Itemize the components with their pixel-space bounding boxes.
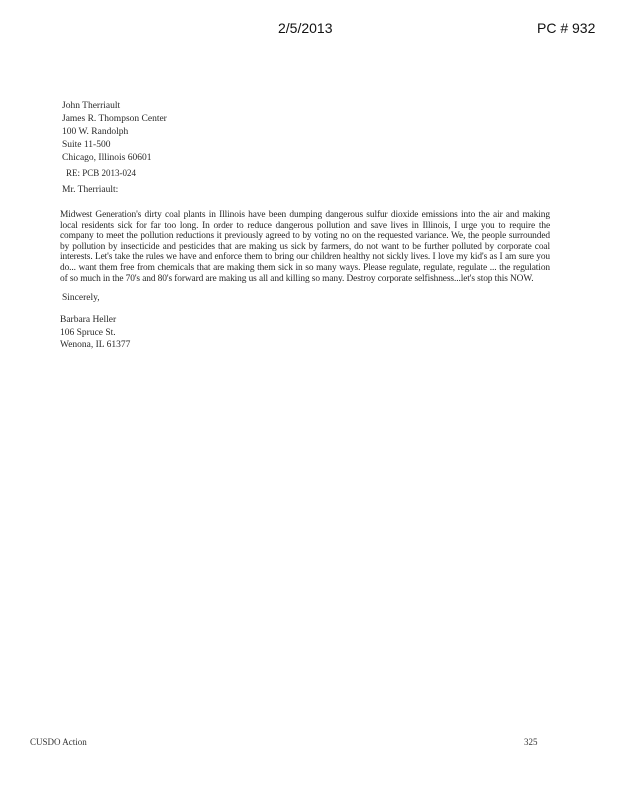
header-pc-number: PC # 932 [537, 20, 596, 36]
sender-signature-block [60, 314, 130, 352]
recipient-address [62, 100, 167, 165]
sender-name: Barbara Heller [60, 315, 117, 325]
recipient-building: James R. Thompson Center [62, 114, 167, 124]
recipient-name: John Therriault [62, 101, 121, 111]
recipient-street: 100 W. Randolph [62, 127, 129, 137]
header-date: 2/5/2013 [278, 20, 333, 36]
sender-city: Wenona, IL 61377 [60, 340, 131, 350]
footer-source: CUSDO Action [30, 737, 87, 747]
closing: Sincerely, [62, 293, 100, 303]
sender-street: 106 Spruce St. [60, 327, 116, 338]
recipient-suite: Suite 11-500 [62, 140, 111, 150]
letter-body: Midwest Generation's dirty coal plants in Illinois have been dumping dangerous sulfur dioxide emissions into the air and making local residents sick for far too long. In order to reduce dangerous pollution and save lives in Illinois, I urge you to require the company to meet the pollution reductions it previously agreed to by voting no on the requested variance. We, the people surrounded by pollution by insecticide and pesticides that are making us sick by farmers, do not want to be further polluted by corporate coal interests. Let's take the rules we have and enforce them to bring our children healthy not sickly lives. I love my kid's as I am sure you do... want them free from chemicals that are making them sick in so many ways. Please regulate, regulate, regulate ... the regulation of so much in the 70's and 80's forward are making us all and killing so many. Destroy corporate selfishness...let's stop this NOW. [60, 210, 550, 284]
salutation: Mr. Therriault: [62, 185, 119, 195]
recipient-city: Chicago, Illinois 60601 [62, 153, 152, 163]
footer-page-number: 325 [524, 737, 538, 747]
re-line: RE: PCB 2013-024 [66, 168, 137, 178]
